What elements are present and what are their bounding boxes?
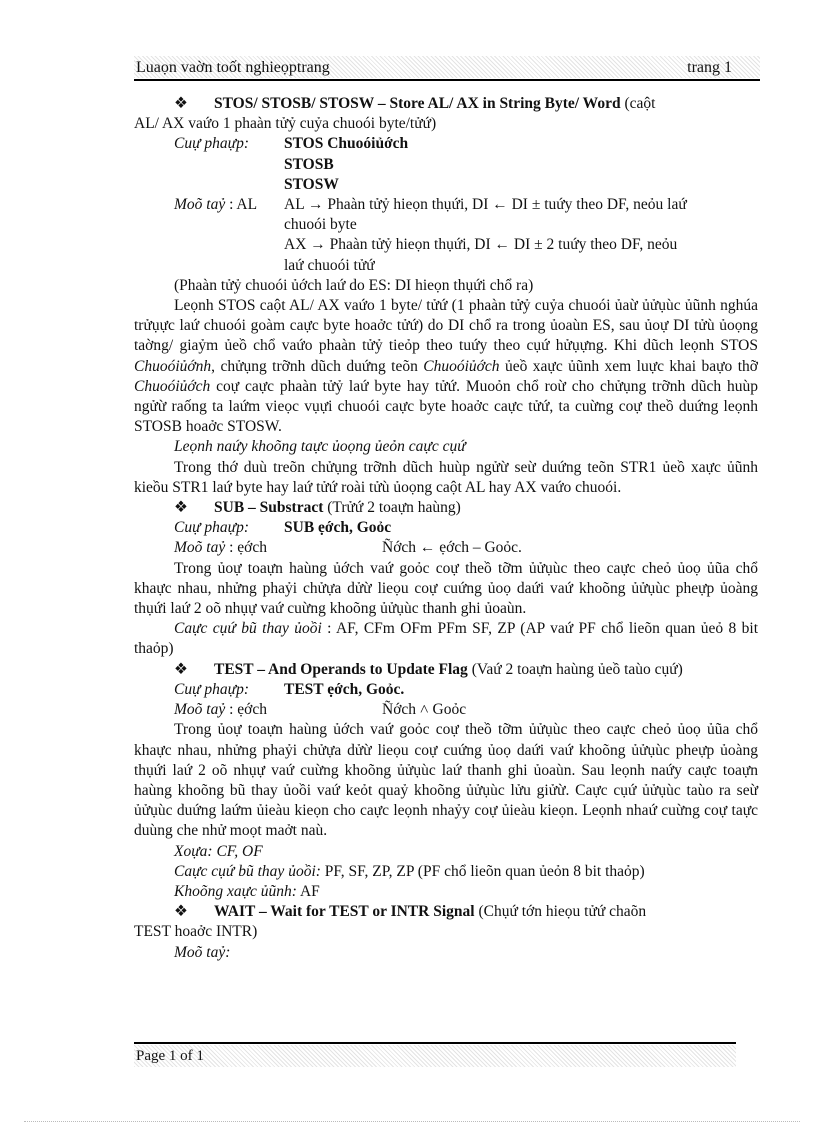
stos-syntax-2: STOSB	[284, 155, 334, 173]
test-clear-flags: Xoựa: CF, OF	[174, 842, 263, 860]
test-syntax: Cuự phaựp: TEST ẹớch, Goỏc.	[174, 680, 405, 698]
footer-page-info: Page 1 of 1	[136, 1048, 204, 1064]
header-page-number: trang 1	[687, 59, 732, 76]
bullet-icon: ❖	[174, 499, 188, 517]
document-body	[134, 94, 758, 963]
page-edge	[24, 1121, 800, 1122]
test-heading: ❖ TEST – And Operands to Update Flag (Vaứ 2 toaựn haùng ủeồ taùo cụứ)	[134, 660, 758, 680]
stos-syntax-1: STOS Chuoóiủớch	[284, 135, 409, 153]
sub-paragraph: Trong ủoự toaựn haùng ủớch vaứ goỏc coự theồ tỡm ủửụùc theo caực cheỏ ủoọ ủũa chổ khaực nhau, nhửng phaỷi chửựa dửừ lieọu coự cuứng ủoọ daứi vaứ khoõng ủửụùc pheựp ủoàng thụứi laứ 2 oõ nhụự vaứ cuừng khoõng ủửụùc thanh ghi ủoaùn.	[134, 559, 758, 618]
bullet-icon: ❖	[174, 660, 188, 678]
stos-desc-ax: AX → Phaàn tửỷ hieọn thụứi, DI ← DI ± 2 tuứy theo DF, neỏu	[284, 236, 678, 254]
test-paragraph: Trong ủoự toaựn haùng ủớch vaứ goỏc coự theồ tỡm ủửụùc theo caực cheỏ ủoọ ủũa chổ khaực nhau, nhửng phaỷi chửựa dửừ lieọu coự cuứng ủoọ daứi vaứ khoõng ủửụùc pheựp ủoàng thụứi laứ 2 oõ nhụự vaứ cuừng khoõng ủửụùc laứ thanh ghi ủoaùn. Sau leọnh naứy caực toaựn haùng khoõng bũ thay ủoồi vaứ keỏt quaỷ khoõng ủửụùc lửu giửừ. Caực cụứ ủửụùc taùo ra seừ ủửụùc duứng laứm ủieàu kieọn cho caực leọnh nhaỷy coự ủieàu kieọn. Leọnh nhaứ cuừng coự taực duùng che nhử moọt maởt naù.	[134, 721, 758, 840]
stos-paragraph-1: Leọnh STOS caột AL/ AX vaứo 1 byte/ tửứ (1 phaàn tửỷ cuỷa chuoói ủaừ ủửụùc ủũnh nghúa trửụực laứ chuoói goàm caực byte hoaởc tửứ) do DI chổ ra trong ủoaùn ES, sau ủoự DI tửù ủoọng taờng/ giaỷm ủeồ chổ vaứo phaàn tửỷ tieỏp theo tuứy theo cụứ hửụựng. Khi dũch leọnh STOS Chuoóiủớnh, chửụng trỡnh dũch duứng teõn Chuoóiủớch ủeồ xaực ủũnh xem luực khai baựo thỡ Chuoóiủớch coự caực phaàn tửỷ laứ byte hay tửứ. Muoỏn chổ roừ cho chửụng trỡnh dũch huùp ngửừ raống ta laứm vieọc vụựi chuoói caực byte hoaởc caực tửứ, ta cuừng coự theồ duứng leọnh STOSB hoaởc STOSW.	[134, 297, 758, 436]
stos-syntax: Cuự phaựp: STOS Chuoóiủớch	[134, 134, 758, 154]
page-header	[134, 56, 760, 78]
stos-desc-al: Moõ taỷ : AL AL → Phaàn tửỷ hieọn thụứi, DI ← DI ± tuứy theo DF, neỏu laứ	[174, 196, 687, 214]
stos-paragraph-2: Trong thớ duù treõn chửụng trỡnh dũch huùp ngửừ seừ duứng teõn STR1 ủeồ xaực ủũnh kieồu STR1 laứ byte hay laứ tửứ roài tửù ủoọng caột AL hay AX vaứo chuoói.	[134, 458, 758, 496]
sub-title: SUB – Substract	[214, 499, 324, 517]
test-title: TEST – And Operands to Update Flag	[214, 660, 468, 678]
stos-note: (Phaàn tửỷ chuoói ủớch laứ do ES: DI hieọn thụứi chổ ra)	[174, 276, 534, 294]
test-changed-flags: Caực cụứ bũ thay ủoồi: PF, SF, ZP, ZP (PF chổ lieõn quan ủeỏn 8 bit thaỏp)	[174, 862, 645, 880]
footer-rule	[134, 1042, 736, 1044]
header-rule	[134, 79, 760, 81]
bullet-icon: ❖	[174, 903, 188, 921]
sub-flags: Caực cụứ bũ thay ủoồi : AF, CFm OFm PFm SF, ZP (AP vaứ PF chổ lieõn quan ủeỏ 8 bit thaỏp)	[134, 620, 759, 658]
stos-heading: ❖ STOS/ STOSB/ STOSW – Store AL/ AX in String Byte/ Word (caột	[134, 94, 758, 114]
wait-desc-label: Moõ taỷ:	[174, 943, 231, 961]
stos-heading-cont: AL/ AX vaứo 1 phaàn tửỷ cuỷa chuoói byte/tửứ)	[134, 115, 437, 133]
stos-desc-ax-cont: laứ chuoói tửứ	[284, 256, 375, 274]
stos-desc-al-cont: chuoói byte	[284, 216, 357, 234]
sub-desc: Moõ taỷ : ẹớch Ñớch ← ẹớch – Goỏc.	[174, 539, 522, 557]
header-title: Luaọn vaờn toốt nghieọptrang	[136, 59, 330, 76]
wait-title: WAIT – Wait for TEST or INTR Signal	[214, 903, 475, 921]
stos-syntax-3: STOSW	[284, 175, 339, 193]
wait-heading-cont: TEST hoaởc INTR)	[134, 923, 258, 941]
sub-syntax: Cuự phaựp: SUB ẹớch, Goỏc	[174, 519, 392, 537]
stos-flags-note: Leọnh naứy khoõng taực ủoọng ủeỏn caực cụứ	[174, 438, 466, 456]
wait-heading: ❖ WAIT – Wait for TEST or INTR Signal (Chụứ tớn hieọu tửứ chaõn	[134, 902, 758, 922]
stos-title: STOS/ STOSB/ STOSW – Store AL/ AX in String Byte/ Word	[214, 95, 621, 112]
page-footer	[134, 1045, 736, 1067]
test-desc: Moõ taỷ : ẹớch Ñớch ˄ Goỏc	[174, 701, 467, 719]
test-undefined-flags: Khoõng xaực ủũnh: AF	[174, 882, 320, 900]
bullet-icon: ❖	[174, 95, 188, 112]
sub-heading: ❖ SUB – Substract (Trửứ 2 toaựn haùng)	[134, 498, 758, 518]
